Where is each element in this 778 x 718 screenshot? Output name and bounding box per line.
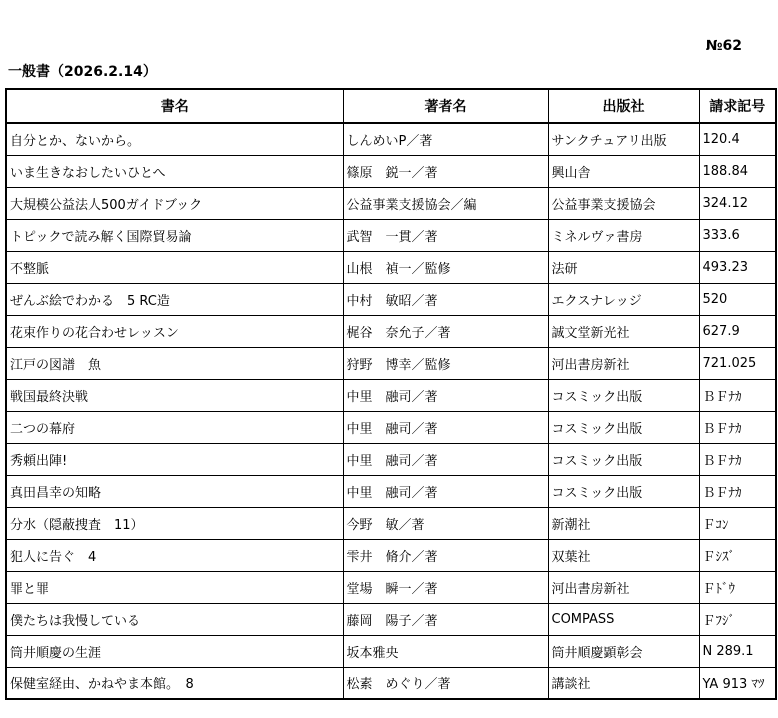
page-title: 一般書（2026.2.14） bbox=[8, 64, 157, 80]
column-header-author: 著者名 bbox=[343, 89, 548, 123]
table-row bbox=[6, 443, 776, 475]
cell-publisher: コスミック出版 bbox=[548, 411, 699, 443]
cell-publisher: コスミック出版 bbox=[548, 475, 699, 507]
cell-author: 山根 禎一／監修 bbox=[343, 251, 548, 283]
cell-book-title: 花束作りの花合わせレッスン bbox=[6, 315, 343, 347]
cell-author: 坂本雅央 bbox=[343, 635, 548, 667]
cell-book-title: 犯人に告ぐ 4 bbox=[6, 539, 343, 571]
cell-author: 篠原 鋭一／著 bbox=[343, 155, 548, 187]
cell-author: 公益事業支援協会／編 bbox=[343, 187, 548, 219]
cell-publisher: 河出書房新社 bbox=[548, 571, 699, 603]
cell-author: 中里 融司／著 bbox=[343, 411, 548, 443]
cell-call-number: 188.84 bbox=[699, 155, 776, 187]
page-number-label: №62 bbox=[705, 38, 742, 54]
cell-call-number: 120.4 bbox=[699, 123, 776, 155]
cell-call-number: ＢＦﾅｶ bbox=[699, 475, 776, 507]
table-row bbox=[6, 123, 776, 155]
cell-book-title: 真田昌幸の知略 bbox=[6, 475, 343, 507]
table-row bbox=[6, 219, 776, 251]
cell-call-number: N 289.1 bbox=[699, 635, 776, 667]
table-header-row bbox=[6, 89, 776, 123]
cell-author: 中村 敏昭／著 bbox=[343, 283, 548, 315]
cell-publisher: 興山舎 bbox=[548, 155, 699, 187]
cell-book-title: 筒井順慶の生涯 bbox=[6, 635, 343, 667]
cell-author: 武智 一貫／著 bbox=[343, 219, 548, 251]
cell-call-number: ＢＦﾅｶ bbox=[699, 411, 776, 443]
cell-call-number: 493.23 bbox=[699, 251, 776, 283]
cell-publisher: ミネルヴァ書房 bbox=[548, 219, 699, 251]
cell-author: 堂場 瞬一／著 bbox=[343, 571, 548, 603]
cell-book-title: 罪と罪 bbox=[6, 571, 343, 603]
cell-publisher: エクスナレッジ bbox=[548, 283, 699, 315]
cell-author: 雫井 脩介／著 bbox=[343, 539, 548, 571]
table-row bbox=[6, 635, 776, 667]
cell-publisher: 新潮社 bbox=[548, 507, 699, 539]
column-header-title: 書名 bbox=[6, 89, 343, 123]
cell-publisher: サンクチュアリ出版 bbox=[548, 123, 699, 155]
cell-call-number: 324.12 bbox=[699, 187, 776, 219]
table-row bbox=[6, 379, 776, 411]
cell-book-title: 自分とか、ないから。 bbox=[6, 123, 343, 155]
cell-call-number: ＢＦﾅｶ bbox=[699, 443, 776, 475]
cell-book-title: 保健室経由、かねやま本館。 8 bbox=[6, 667, 343, 699]
cell-author: 中里 融司／著 bbox=[343, 379, 548, 411]
cell-call-number: Ｆｺﾝ bbox=[699, 507, 776, 539]
cell-publisher: 双葉社 bbox=[548, 539, 699, 571]
cell-call-number: 627.9 bbox=[699, 315, 776, 347]
cell-book-title: 二つの幕府 bbox=[6, 411, 343, 443]
cell-call-number: Ｆﾄﾞｳ bbox=[699, 571, 776, 603]
cell-publisher: コスミック出版 bbox=[548, 379, 699, 411]
cell-author: 狩野 博幸／監修 bbox=[343, 347, 548, 379]
cell-call-number: Ｆﾌｼﾞ bbox=[699, 603, 776, 635]
cell-publisher: 筒井順慶顕彰会 bbox=[548, 635, 699, 667]
cell-book-title: 江戸の図譜 魚 bbox=[6, 347, 343, 379]
cell-book-title: 僕たちは我慢している bbox=[6, 603, 343, 635]
cell-author: 中里 融司／著 bbox=[343, 443, 548, 475]
cell-publisher: 誠文堂新光社 bbox=[548, 315, 699, 347]
cell-book-title: 分水（隠蔽捜査 11） bbox=[6, 507, 343, 539]
cell-call-number: ＢＦﾅｶ bbox=[699, 379, 776, 411]
cell-call-number: 333.6 bbox=[699, 219, 776, 251]
cell-book-title: いま生きなおしたいひとへ bbox=[6, 155, 343, 187]
cell-author: 中里 融司／著 bbox=[343, 475, 548, 507]
table-row bbox=[6, 475, 776, 507]
cell-call-number: Ｆｼｽﾞ bbox=[699, 539, 776, 571]
table-row bbox=[6, 539, 776, 571]
cell-author: 藤岡 陽子／著 bbox=[343, 603, 548, 635]
cell-book-title: 大規模公益法人500ガイドブック bbox=[6, 187, 343, 219]
table-row bbox=[6, 251, 776, 283]
column-header-call-number: 請求記号 bbox=[699, 89, 776, 123]
column-header-publisher: 出版社 bbox=[548, 89, 699, 123]
cell-publisher: 講談社 bbox=[548, 667, 699, 699]
cell-author: 松素 めぐり／著 bbox=[343, 667, 548, 699]
cell-publisher: 河出書房新社 bbox=[548, 347, 699, 379]
cell-book-title: 秀頼出陣! bbox=[6, 443, 343, 475]
cell-author: 梶谷 奈允子／著 bbox=[343, 315, 548, 347]
book-list-table bbox=[5, 88, 777, 700]
cell-publisher: コスミック出版 bbox=[548, 443, 699, 475]
table-row bbox=[6, 411, 776, 443]
table-row bbox=[6, 507, 776, 539]
cell-author: しんめいP／著 bbox=[343, 123, 548, 155]
cell-publisher: 法研 bbox=[548, 251, 699, 283]
cell-call-number: 721.025 bbox=[699, 347, 776, 379]
table-body bbox=[6, 123, 776, 699]
table-row bbox=[6, 187, 776, 219]
cell-publisher: 公益事業支援協会 bbox=[548, 187, 699, 219]
cell-book-title: 戦国最終決戦 bbox=[6, 379, 343, 411]
cell-book-title: ぜんぶ絵でわかる 5 RC造 bbox=[6, 283, 343, 315]
cell-call-number: YA 913 ﾏﾂ bbox=[699, 667, 776, 699]
cell-publisher: COMPASS bbox=[548, 603, 699, 635]
table-row bbox=[6, 603, 776, 635]
cell-book-title: トピックで読み解く国際貿易論 bbox=[6, 219, 343, 251]
table-row bbox=[6, 155, 776, 187]
cell-call-number: 520 bbox=[699, 283, 776, 315]
table-row bbox=[6, 347, 776, 379]
cell-author: 今野 敏／著 bbox=[343, 507, 548, 539]
table-row bbox=[6, 283, 776, 315]
table-row bbox=[6, 315, 776, 347]
cell-book-title: 不整脈 bbox=[6, 251, 343, 283]
table-row bbox=[6, 571, 776, 603]
table-row bbox=[6, 667, 776, 699]
